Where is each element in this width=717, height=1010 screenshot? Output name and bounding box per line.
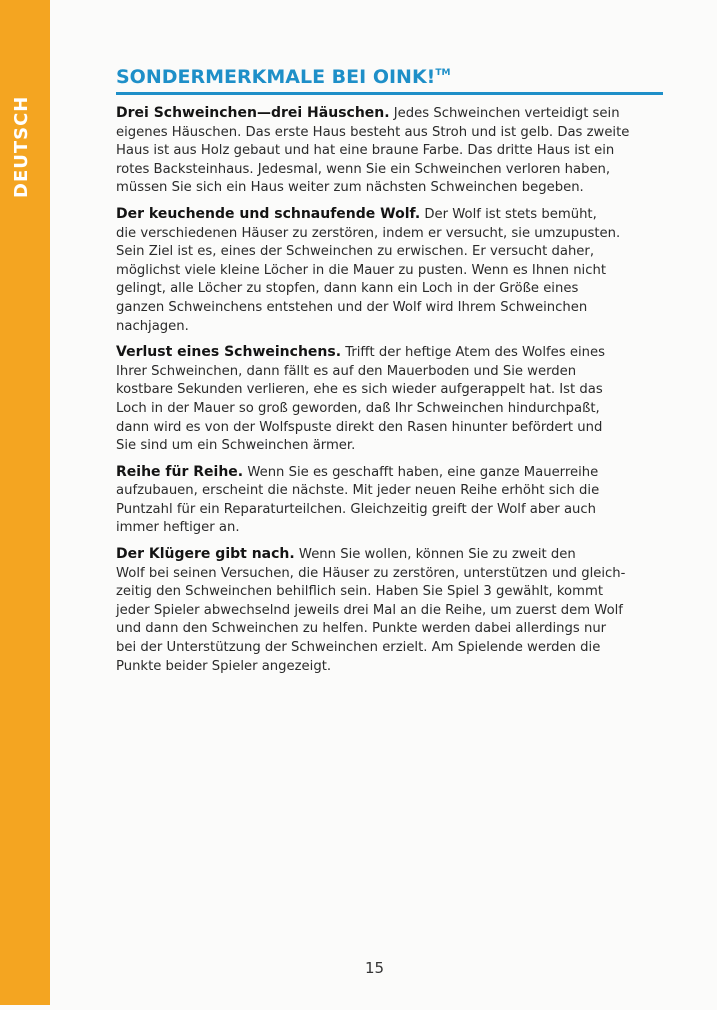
section-heading: Verlust eines Schweinchens.: [116, 344, 342, 361]
text-line: [116, 179, 664, 198]
text-line: [116, 262, 664, 281]
text-line: [116, 482, 664, 501]
text-line: [116, 142, 664, 161]
trademark-mark: TM: [435, 68, 451, 78]
language-tab-label: DEUTSCH: [11, 95, 32, 198]
body-text: Haus ist aus Holz gebaut und hat eine braune Farbe. Das dritte Haus ist ein: [116, 143, 615, 159]
body-text: Loch in der Mauer so groß geworden, daß Ihr Schweinchen hindurchpaßt,: [116, 400, 600, 416]
text-line: [116, 225, 664, 244]
text-line: [116, 363, 664, 382]
body-text: gelingt, alle Löcher zu stopfen, dann kann ein Loch in der Größe eines: [116, 281, 579, 297]
body-text: nachjagen.: [116, 318, 189, 334]
body-text: Wenn Sie wollen, können Sie zu zweit den: [298, 547, 576, 563]
body-text: bei der Unterstützung der Schweinchen erzielt. Am Spielende werden die: [116, 640, 601, 656]
body-text: Punkte beider Spieler angezeigt.: [116, 658, 332, 674]
feature-section: [116, 545, 664, 676]
body-text: immer heftiger an.: [116, 520, 240, 536]
body-text: möglichst viele kleine Löcher in die Mauer zu pusten. Wenn es Ihnen nicht: [116, 262, 606, 278]
text-line: [116, 565, 664, 584]
body-text: Sie sind um ein Schweinchen ärmer.: [116, 438, 356, 454]
feature-section: [116, 343, 664, 456]
text-line: [116, 161, 664, 180]
section-heading: Der keuchende und schnaufende Wolf.: [116, 205, 421, 222]
text-line: [116, 243, 664, 262]
text-line: [116, 639, 664, 658]
body-text: Jedes Schweinchen verteidigt sein: [393, 106, 620, 121]
text-line: [116, 205, 664, 225]
body-text: kostbare Sekunden verlieren, ehe es sich wieder aufgerappelt hat. Ist das: [116, 382, 603, 398]
body-text: eigenes Häuschen. Das erste Haus besteht aus Stroh und ist gelb. Das zweite: [116, 124, 630, 140]
body-text: Wenn Sie es geschafft haben, eine ganze Mauerreihe: [247, 464, 599, 480]
page-number: 15: [364, 959, 385, 977]
section-heading: Reihe für Reihe.: [116, 463, 244, 480]
text-line: [116, 602, 664, 621]
feature-sections: [116, 104, 664, 683]
body-text: ganzen Schweinchens entstehen und der Wolf wird Ihrem Schweinchen: [116, 299, 588, 315]
text-line: [116, 419, 664, 438]
text-line: [116, 583, 664, 602]
body-text: rotes Backsteinhaus. Jedesmal, wenn Sie ein Schweinchen verloren haben,: [116, 161, 611, 177]
body-text: Der Wolf ist stets bemüht,: [424, 206, 597, 222]
feature-section: [116, 463, 664, 538]
body-text: dann wird es von der Wolfspuste direkt den Rasen hinunter befördert und: [116, 419, 603, 435]
body-text: und dann den Schweinchen zu helfen. Punkte werden dabei allerdings nur: [116, 621, 607, 637]
title-text: SONDERMERKMALE BEI OINK!: [116, 66, 436, 88]
section-heading: Drei Schweinchen—drei Häuschen.: [116, 105, 390, 121]
text-line: [116, 343, 664, 363]
text-line: [116, 658, 664, 677]
body-text: Ihrer Schweinchen, dann fällt es auf den Mauerboden und Sie werden: [116, 363, 577, 379]
text-line: [116, 124, 664, 143]
text-line: [116, 299, 664, 318]
body-text: Puntzahl für ein Reparaturteilchen. Gleichzeitig greift der Wolf aber auch: [116, 501, 597, 517]
body-text: zeitig den Schweinchen behilflich sein. Haben Sie Spiel 3 gewählt, kommt: [116, 584, 603, 600]
body-text: Sein Ziel ist es, eines der Schweinchen zu erwischen. Er versucht daher,: [116, 244, 595, 260]
text-line: [116, 280, 664, 299]
text-line: [116, 318, 664, 337]
text-line: [116, 545, 664, 565]
body-text: Wolf bei seinen Versuchen, die Häuser zu zerstören, unterstützen und gleich-: [116, 565, 626, 581]
text-line: [116, 104, 664, 124]
feature-section: [116, 205, 664, 336]
text-line: [116, 501, 664, 520]
text-line: [116, 400, 664, 419]
body-text: müssen Sie sich ein Haus weiter zum nächsten Schweinchen begeben.: [116, 180, 584, 196]
body-text: Trifft der heftige Atem des Wolfes eines: [345, 345, 605, 361]
text-line: [116, 437, 664, 456]
section-heading: Der Klügere gibt nach.: [116, 546, 295, 563]
title-underline: [116, 92, 663, 95]
text-line: [116, 519, 664, 538]
body-text: die verschiedenen Häuser zu zerstören, indem er versucht, sie umzupusten.: [116, 225, 621, 241]
page-title: [116, 66, 450, 88]
feature-section: [116, 104, 664, 198]
body-text: jeder Spieler abwechselnd jeweils drei Mal an die Reihe, um zuerst dem Wolf: [116, 602, 623, 618]
text-line: [116, 463, 664, 483]
body-text: aufzubauen, erscheint die nächste. Mit jeder neuen Reihe erhöht sich die: [116, 483, 600, 499]
text-line: [116, 381, 664, 400]
text-line: [116, 620, 664, 639]
